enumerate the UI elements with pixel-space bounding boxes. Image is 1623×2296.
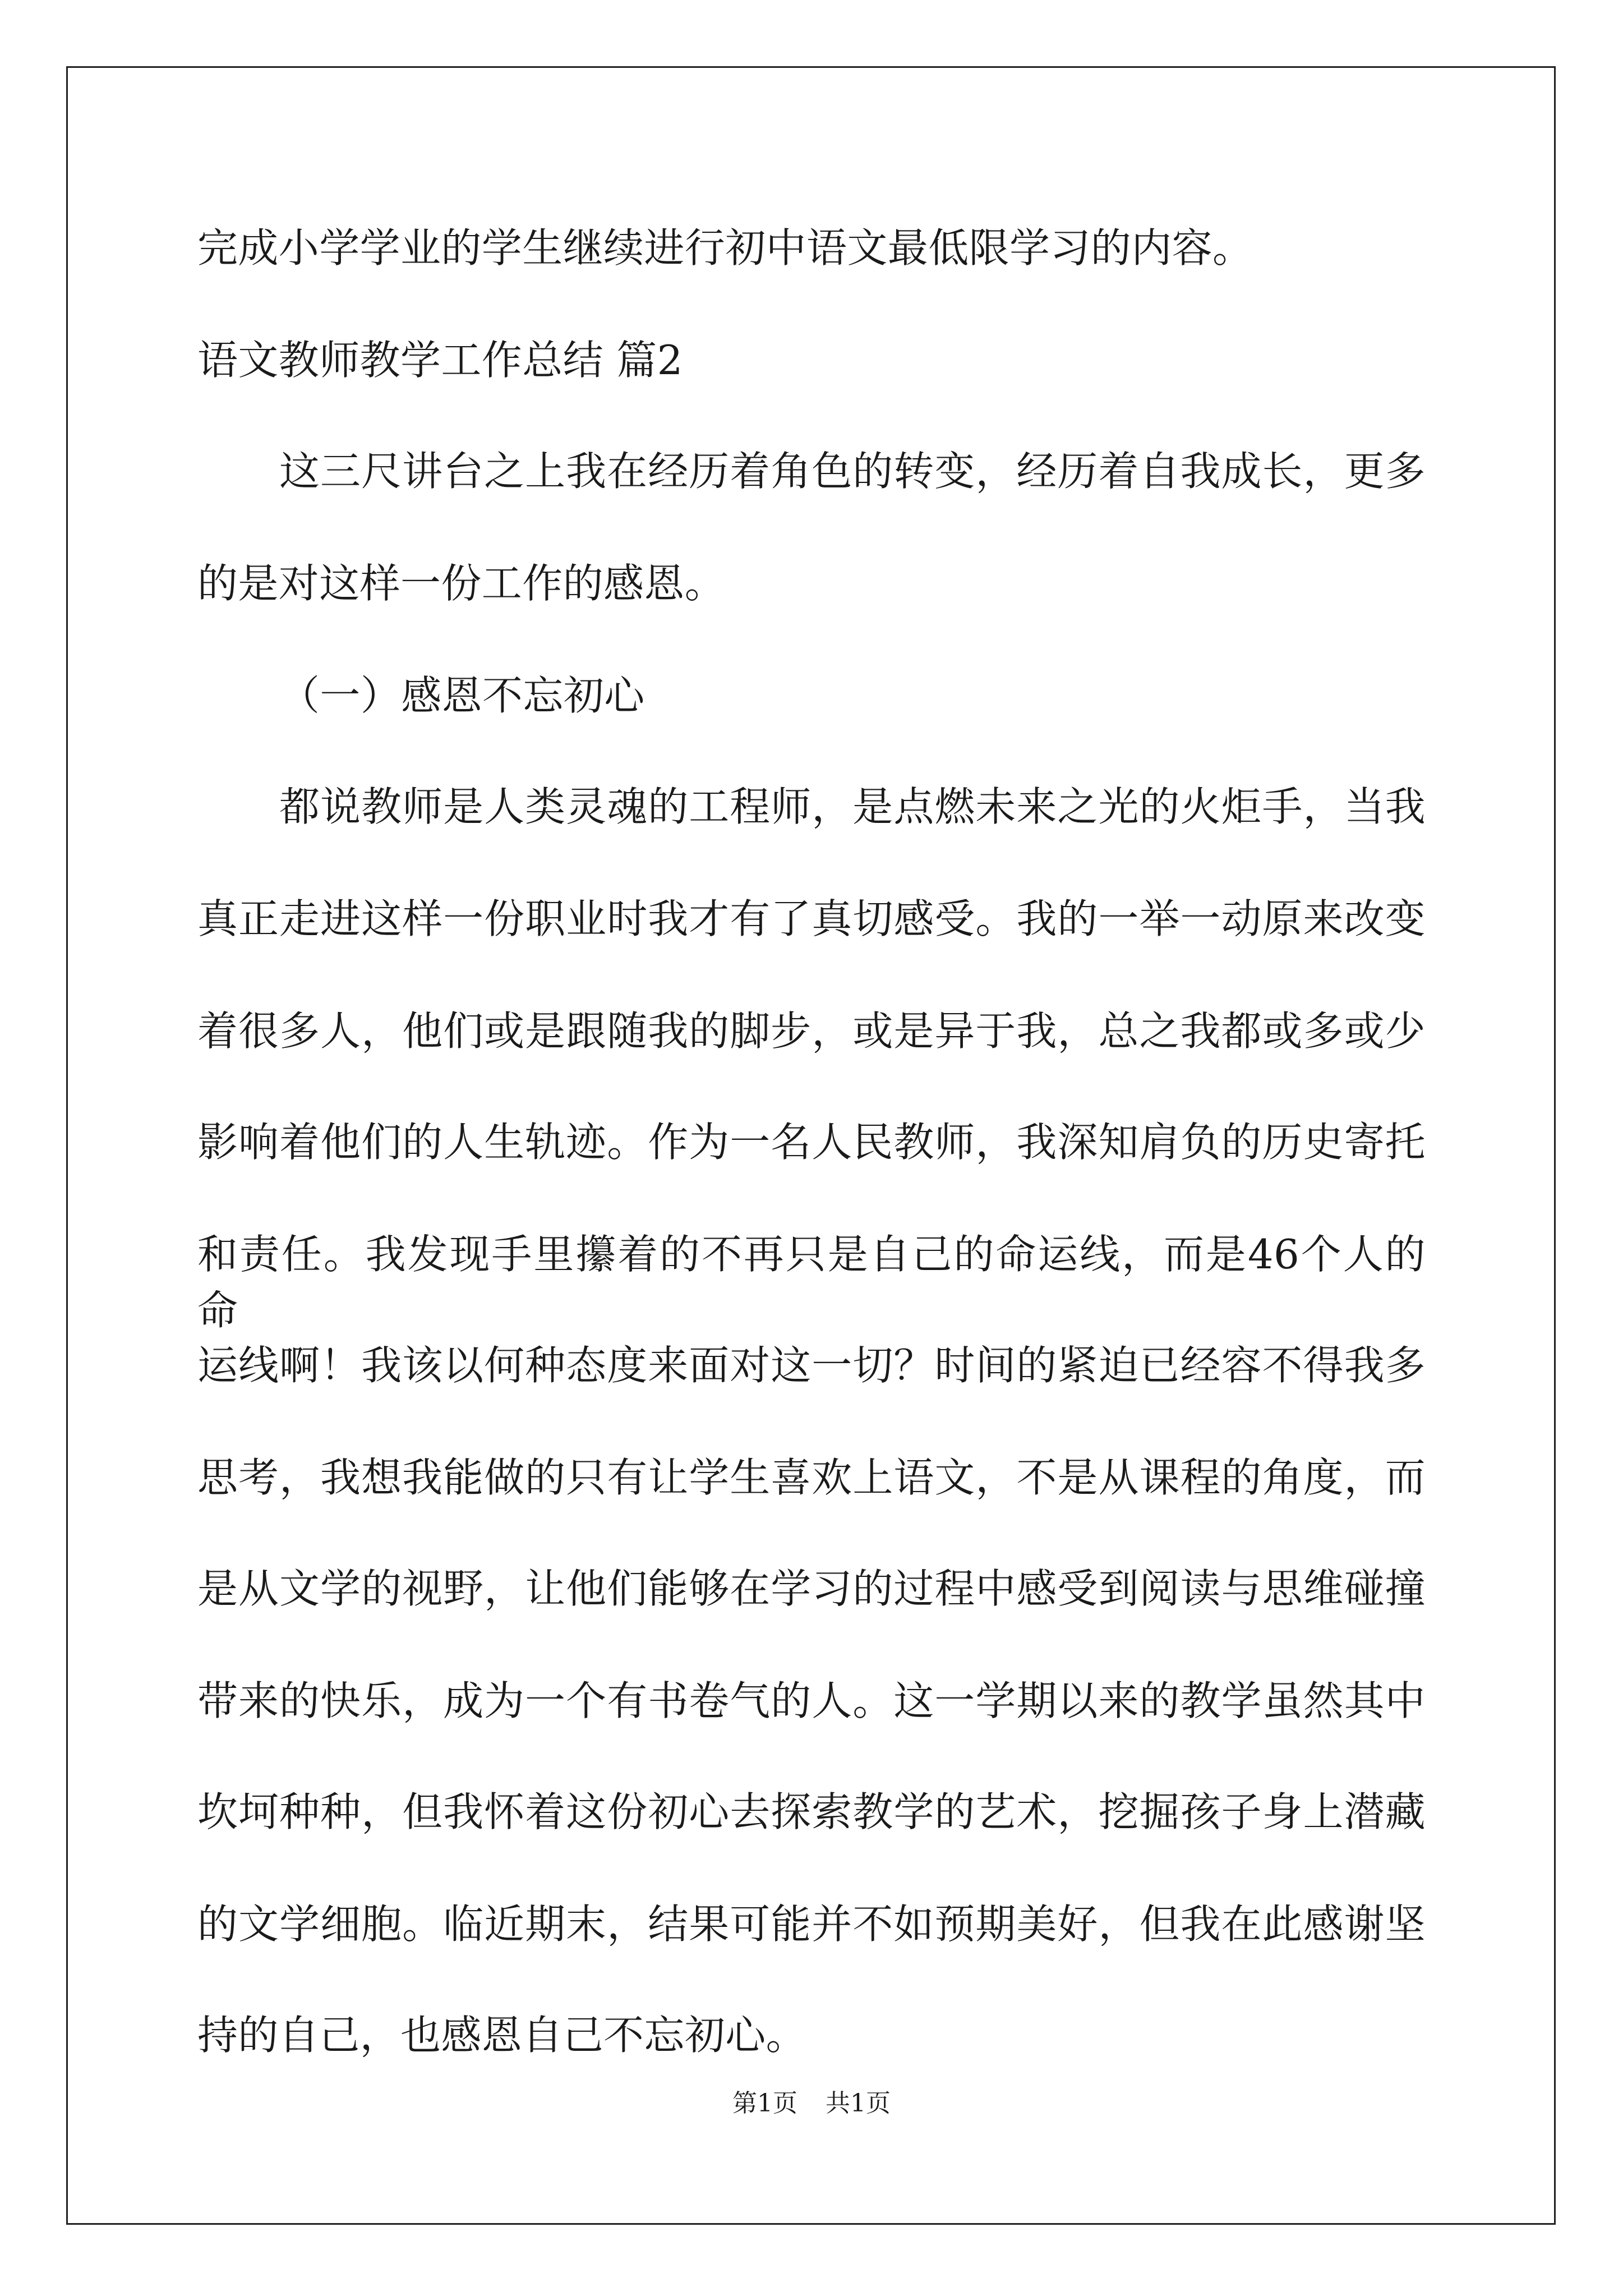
paragraph-2-line-10: 坎坷种种，但我怀着这份初心去探索教学的艺术，挖掘孩子身上潜藏 — [197, 1788, 1426, 1835]
paragraph-2-line-5: 和责任。我发现手里攥着的不再只是自己的命运线，而是46个人的命 — [197, 1231, 1426, 1334]
page-number-current: 第1页 — [732, 2089, 797, 2118]
paragraph-2-line-6: 运线啊！我该以何种态度来面对这一切？时间的紧迫已经容不得我多 — [197, 1342, 1426, 1389]
page-number-total: 共1页 — [826, 2089, 891, 2118]
paragraph-2-line-7: 思考，我想我能做的只有让学生喜欢上语文，不是从课程的角度，而 — [197, 1454, 1426, 1501]
paragraph-2-line-3: 着很多人，他们或是跟随我的脚步，或是异于我，总之我都或多或少 — [197, 1007, 1426, 1055]
section-heading: 语文教师教学工作总结 篇2 — [197, 337, 683, 384]
paragraph-1-line-2: 的是对这样一份工作的感恩。 — [197, 560, 726, 607]
paragraph-2-line-4: 影响着他们的人生轨迹。作为一名人民教师，我深知肩负的历史寄托 — [197, 1119, 1426, 1166]
paragraph-2-line-2: 真正走进这样一份职业时我才有了真切感受。我的一举一动原来改变 — [197, 895, 1426, 942]
page-footer — [0, 2087, 1623, 2120]
subheading: （一）感恩不忘初心 — [279, 672, 645, 719]
intro-line: 完成小学学业的学生继续进行初中语文最低限学习的内容。 — [197, 224, 1253, 272]
paragraph-2-line-11: 的文学细胞。临近期末，结果可能并不如预期美好，但我在此感谢坚 — [197, 1901, 1426, 1948]
paragraph-2-line-12: 持的自己，也感恩自己不忘初心。 — [197, 2012, 807, 2059]
paragraph-1-line-1: 这三尺讲台之上我在经历着角色的转变，经历着自我成长，更多 — [279, 448, 1426, 495]
paragraph-2-line-1: 都说教师是人类灵魂的工程师，是点燃未来之光的火炬手，当我 — [279, 783, 1426, 830]
paragraph-2-line-9: 带来的快乐，成为一个有书卷气的人。这一学期以来的教学虽然其中 — [197, 1677, 1426, 1724]
paragraph-2-line-8: 是从文学的视野，让他们能够在学习的过程中感受到阅读与思维碰撞 — [197, 1565, 1426, 1612]
